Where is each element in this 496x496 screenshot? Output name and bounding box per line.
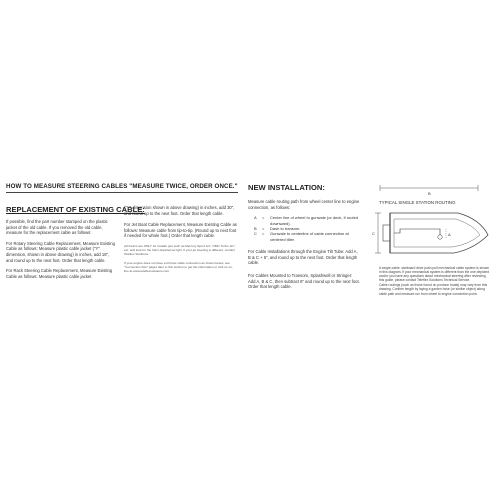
cable-route [394,229,440,235]
title-divider [6,192,238,193]
definition-text: Dash to transom. [270,226,301,231]
boat-hull [390,213,488,253]
definition-key: B [254,226,257,231]
label-a: A [448,232,451,237]
replacement-column-1 [6,219,116,279]
definition-row-a [254,215,360,226]
connection-kits-note: If your engine does not have a tilt tube cable connection as shown below, see "Connection Kits" pages later in this section to get the information or visit us on-line at www.teleflexsolutions.com [124,260,233,273]
jet-helm-note: (All helms are ONLY for smaller jets such as Mercury Sport Jet", OMC Turbo Jet", etc. and look for the helm depicted at right. If your jet steering is different, contact Teleflex Solutions. [124,243,236,256]
replacement-column-2 [124,205,237,273]
new-installation-column [248,199,360,290]
definition-text: Gunwale to centerline of cable connection at centered tiller. [270,231,349,242]
tilt-tube-paragraph: For Cable Installations through the Engine Tilt Tube: Add A, B & C + 6", and round up to the next foot. Order that length cable. [248,249,358,266]
definition-equals: = [262,215,265,221]
page-title: HOW TO MEASURE STEERING CABLES "MEASURE TWICE, ORDER ONCE." [6,183,238,190]
label-c: C [372,231,375,236]
steering-wheel-icon [438,235,442,239]
diagram-title: TYPICAL SINGLE STATION ROUTING [379,200,456,205]
boat-routing-diagram [370,183,492,273]
definition-text: Center line of wheel to gunwale (or deck, if routed downward). [270,215,359,226]
measurement-definitions [254,215,360,242]
dimension-c [375,213,381,253]
outboard-engine-icon [383,225,390,241]
replacement-heading: REPLACEMENT OF EXISTING CABLE: [6,205,145,214]
definition-key: C [254,231,257,237]
rack-paragraph-continued: ("Y" dimension shown in above drawing) in inches, add 30", and round up to the next foot. Order that length cable. [124,205,235,216]
definition-equals: = [262,231,265,237]
definition-key: A [254,215,257,221]
replacement-paragraph-3: For Rack Steering Cable Replacement, Measure Existing Cable as follows: Measure plastic cable jacket [6,268,113,279]
definition-row-c [254,231,360,242]
diagram-caption [379,266,491,296]
label-b: B [428,191,431,196]
new-installation-heading: NEW INSTALLATION: [248,183,325,192]
transom-paragraph: For Cables Mounted to Transom, Splashwell or Stringer: Add A, B & C, then subtract 6" and round up to the next foot. Order that length cable. [248,273,360,290]
replacement-paragraph-1: If possible, find the part number stamped on the plastic jacket of the old cable. If you removed the old cable, measure for the replacement cable as follows: [6,219,108,236]
new-installation-intro: Measure cable routing path from wheel center line to engine connection, as follows: [248,199,360,210]
jet-boat-paragraph: For Jet Boat Cable Replacement, Measure Existing Cable as follows: Measure cable from tip-to-tip. (Round up to next foot if needed for whole foot.) Order that length cable. [124,222,237,239]
definition-equals: = [262,226,265,231]
diagram-caption-2: Cable routings (such as those found on pontoon boats) may vary from this drawing. Confirm length by laying a garden hose (or similar object) along cable path and measure run from wheel to engine connection point. [379,283,488,296]
diagram-caption-1: A single-cable, starboard drive push-pull mechanical cable system is shown in this diagram. If your mechanical system is different than the one depicted and/or you have any questions about mechanical steering after reviewing this guide, please contact Teleflex Solutions Technical Service. [379,266,490,283]
replacement-paragraph-2: For Rotary Steering Cable Replacement, Measure Existing Cable as follows: Measure plastic cable jacket ("Y" dimension, shown in above drawing) in inches, add 18", and round up to the next foot. Order that length cable. [6,240,115,263]
